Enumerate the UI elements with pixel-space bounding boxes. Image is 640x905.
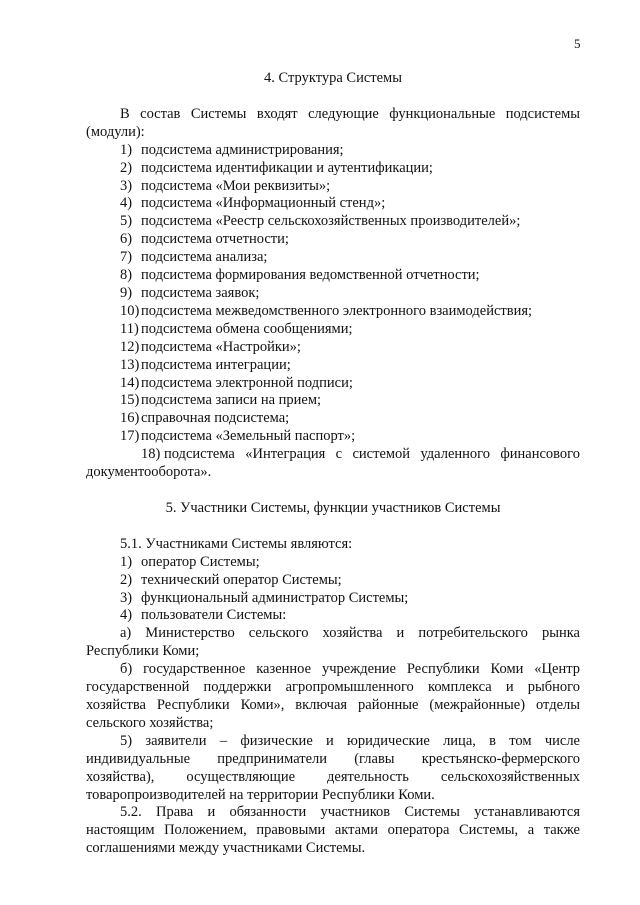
document-body <box>86 70 580 858</box>
section-title-structure: 4. Структура Системы <box>264 70 402 86</box>
list-number: 6) <box>120 231 133 248</box>
participant-item-4 <box>86 607 580 625</box>
list-text: подсистема «Мои реквизиты»; <box>141 177 331 194</box>
list-number: 5) <box>120 213 133 230</box>
list-number: 17) <box>120 428 140 445</box>
list-number: 3) <box>120 177 133 194</box>
list-number: 15) <box>120 392 140 409</box>
list-text: подсистема «Интеграция с системой удаленного финансового документооборота». <box>86 446 580 481</box>
list-text: подсистема «Настройки»; <box>141 338 301 355</box>
list-number: 9) <box>120 284 133 301</box>
list-number: 4) <box>120 607 133 624</box>
list-number: 2) <box>120 571 133 588</box>
subsystem-item-7 <box>86 249 580 267</box>
list-text: подсистема формирования ведомственной отчетности; <box>141 267 480 284</box>
list-text: справочная подсистема; <box>141 410 290 427</box>
list-text: подсистема записи на прием; <box>141 392 322 409</box>
subsystem-item-6 <box>86 231 580 249</box>
list-number: 12) <box>120 338 140 355</box>
participant-sub-a: а) Министерство сельского хозяйства и потребительского рынка Республики Коми; <box>86 625 580 660</box>
subsystem-item-18 <box>86 446 580 482</box>
list-number: 18) <box>141 446 164 463</box>
subsystem-item-13 <box>86 357 580 375</box>
list-number: 11) <box>120 320 139 337</box>
list-text: подсистема отчетности; <box>141 231 289 248</box>
list-text: оператор Системы; <box>141 553 260 570</box>
list-number: 4) <box>120 195 133 212</box>
subsystem-item-4 <box>86 195 580 213</box>
list-text: подсистема идентификации и аутентификации; <box>141 159 433 176</box>
list-text: подсистема администрирования; <box>141 141 344 158</box>
list-number: 1) <box>120 553 133 570</box>
list-number: 3) <box>120 589 133 606</box>
participant-item-3 <box>86 590 580 608</box>
paragraph-5-2: 5.2. Права и обязанности участников Системы устанавливаются настоящим Положением, правовыми актами оператора Системы, а также соглашениями между участниками Системы. <box>86 804 580 857</box>
list-text: подсистема заявок; <box>141 284 260 301</box>
participant-item-2 <box>86 572 580 590</box>
subsystem-item-8 <box>86 267 580 285</box>
subsystem-item-10 <box>86 303 580 321</box>
list-number: 14) <box>120 374 140 391</box>
list-number: 10) <box>120 302 140 319</box>
list-number: 8) <box>120 267 133 284</box>
subsystem-item-2 <box>86 160 580 178</box>
structure-intro: В состав Системы входят следующие функциональные подсистемы (модули): <box>86 105 580 140</box>
list-number: 16) <box>120 410 140 427</box>
list-text: подсистема «Земельный паспорт»; <box>141 428 356 445</box>
subsystem-item-15 <box>86 392 580 410</box>
list-text: подсистема интеграции; <box>141 356 291 373</box>
list-text: подсистема анализа; <box>141 249 268 266</box>
list-number: 1) <box>120 141 133 158</box>
list-text: подсистема межведомственного электронного взаимодействия; <box>141 302 533 319</box>
subsystem-item-5 <box>86 213 580 231</box>
page-number: 5 <box>574 36 581 51</box>
list-text: подсистема «Реестр сельскохозяйственных производителей»; <box>141 213 521 230</box>
list-number: 13) <box>120 356 140 373</box>
list-text: технический оператор Системы; <box>141 571 342 588</box>
list-text: подсистема обмена сообщениями; <box>141 320 353 337</box>
subsystem-item-9 <box>86 285 580 303</box>
paragraph-5-1: 5.1. Участниками Системы являются: <box>120 535 353 552</box>
subsystem-item-3 <box>86 178 580 196</box>
subsystem-list <box>86 142 580 482</box>
subsystem-item-12 <box>86 339 580 357</box>
participant-item-1 <box>86 554 580 572</box>
subsystem-item-11 <box>86 321 580 339</box>
list-text: пользователи Системы: <box>141 607 287 624</box>
subsystem-item-17 <box>86 428 580 446</box>
list-number: 2) <box>120 159 133 176</box>
list-text: функциональный администратор Системы; <box>141 589 409 606</box>
list-text: подсистема «Информационный стенд»; <box>141 195 386 212</box>
subsystem-item-1 <box>86 142 580 160</box>
list-text: подсистема электронной подписи; <box>141 374 353 391</box>
participant-list <box>86 554 580 626</box>
list-number: 7) <box>120 249 133 266</box>
participant-item-5: 5) заявители – физические и юридические лица, в том числе индивидуальные предприниматели (главы крестьянско-фермерского хозяйства), осуществляющие деятельность сельскохозяйственных товаропроизводителей на территории Республики Коми. <box>86 732 580 803</box>
subsystem-item-14 <box>86 375 580 393</box>
participant-sub-b: б) государственное казенное учреждение Республики Коми «Центр государственной поддержки агропромышленного комплекса и рыбного хозяйства Республики Коми», включая районные (межрайонные) отделы сельского хозяйства; <box>86 661 580 731</box>
subsystem-item-16 <box>86 410 580 428</box>
section-title-participants: 5. Участники Системы, функции участников Системы <box>165 499 501 516</box>
